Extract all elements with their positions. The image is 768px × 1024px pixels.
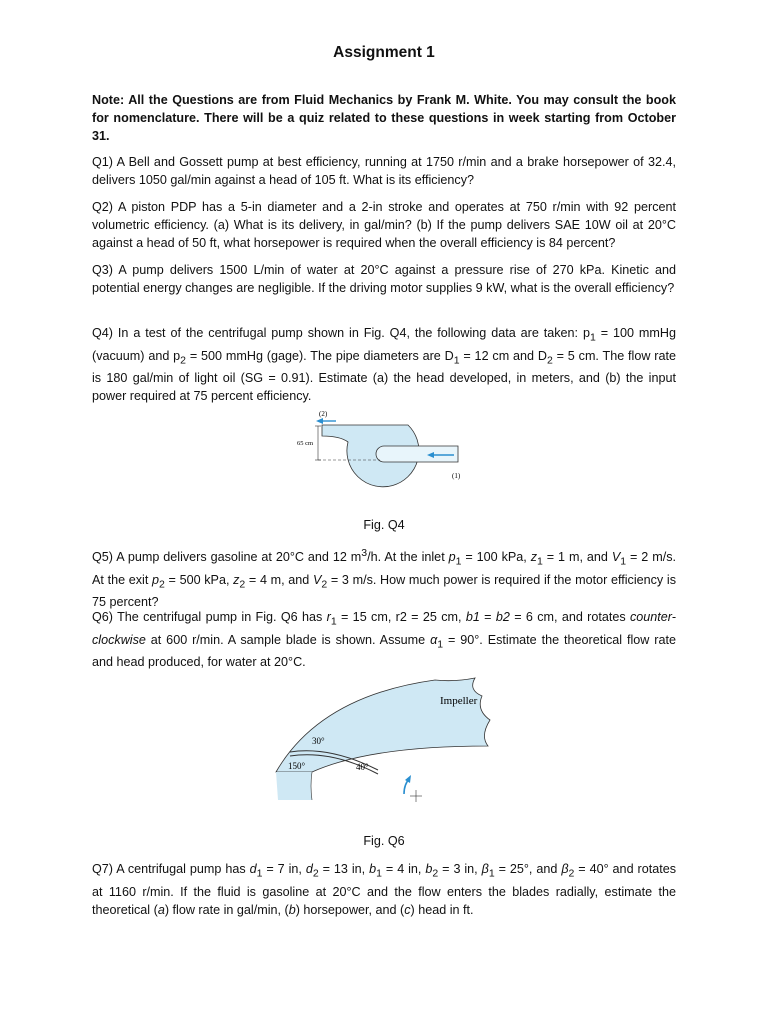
question-4: Q4) In a test of the centrifugal pump shown in Fig. Q4, the following data are taken: $p_1 = 100$ mmHg (vacuum) and $p_2 = 500$ mmHg (gage). The pipe diameters are $D_1 = 12$ cm and $D_2 = 5$ cm. The flow rate is 180 gal/min of light oil (SG = 0.91). Estimate (a) the head developed, in meters, and (b) the input power required at 75 percent efficiency. bbox=[92, 326, 676, 404]
label-40-deg: 40° bbox=[356, 762, 369, 772]
label-impeller: Impeller bbox=[440, 695, 478, 707]
figure-q6-caption: Fig. Q6 bbox=[363, 834, 405, 848]
question-6: Q6) The centrifugal pump in Fig. Q6 has $r_1 = 15$ cm, r2 = 25 cm, b1 = b2 = 6 cm, and rotates counter-clockwise at 600 r/min. A sample blade is shown. Assume $\alpha_1 = 90^\circ$. Estimate the theoretical flow rate and head produced, for water at 20°C. bbox=[92, 610, 676, 670]
question-7: Q7) A centrifugal pump has $d_1 = 7$ in, $d_2 = 13$ in, $b_1 = 4$ in, $b_2 = 3$ in, $\beta_1 = 25^\circ$, and $\beta_2 = 40^\circ$ and rotates at 1160 r/min. If the fluid is gasoline at 20°C and the flow enters the blades radially, estimate the theoretical (a) flow rate in gal/min, (b) horsepower, and (c) head in ft. bbox=[92, 862, 677, 917]
label-station-2: (2) bbox=[319, 410, 328, 418]
figure-q4-caption: Fig. Q4 bbox=[363, 518, 405, 532]
label-65cm: 65 cm bbox=[297, 440, 314, 447]
label-station-1: (1) bbox=[452, 472, 461, 480]
assignment-note: Note: All the Questions are from Fluid Mechanics by Frank M. White. You may consult the book for nomenclature. There will be a quiz related to these questions in week starting from October 31. bbox=[92, 93, 676, 143]
question-1: Q1) A Bell and Gossett pump at best efficiency, running at 1750 r/min and a brake horsepower of 32.4, delivers 1050 gal/min against a head of 105 ft. What is its efficiency? bbox=[92, 155, 676, 187]
figure-q4-pump-diagram bbox=[288, 404, 470, 500]
question-3: Q3) A pump delivers 1500 L/min of water at 20°C against a pressure rise of 270 kPa. Kinetic and potential energy changes are negligible. If the driving motor supplies 9 kW, what is the overall efficiency? bbox=[92, 263, 676, 295]
question-2: Q2) A piston PDP has a 5-in diameter and a 2-in stroke and operates at 750 r/min with 92 percent volumetric efficiency. (a) What is its delivery, in gal/min? (b) If the pump delivers SAE 10W oil at 20°C against a head of 50 ft, what horsepower is required when the overall efficiency is 84 percent? bbox=[92, 200, 676, 250]
label-150-deg: 150° bbox=[288, 761, 306, 771]
page-title: Assignment 1 bbox=[333, 44, 435, 61]
label-30-deg: 30° bbox=[312, 736, 325, 746]
figure-q6-impeller-diagram bbox=[270, 676, 506, 812]
question-5: Q5) A pump delivers gasoline at 20°C and 12 $m^3/h$. At the inlet $p_1 = 100$ kPa, $z_1 = 1$ m, and $V_1 = 2$ m/s. At the exit $p_2 = 500$ kPa, $z_2 = 4$ m, and $V_2 = 3$ m/s. How much power is required if the motor efficiency is 75 percent? bbox=[92, 547, 676, 610]
